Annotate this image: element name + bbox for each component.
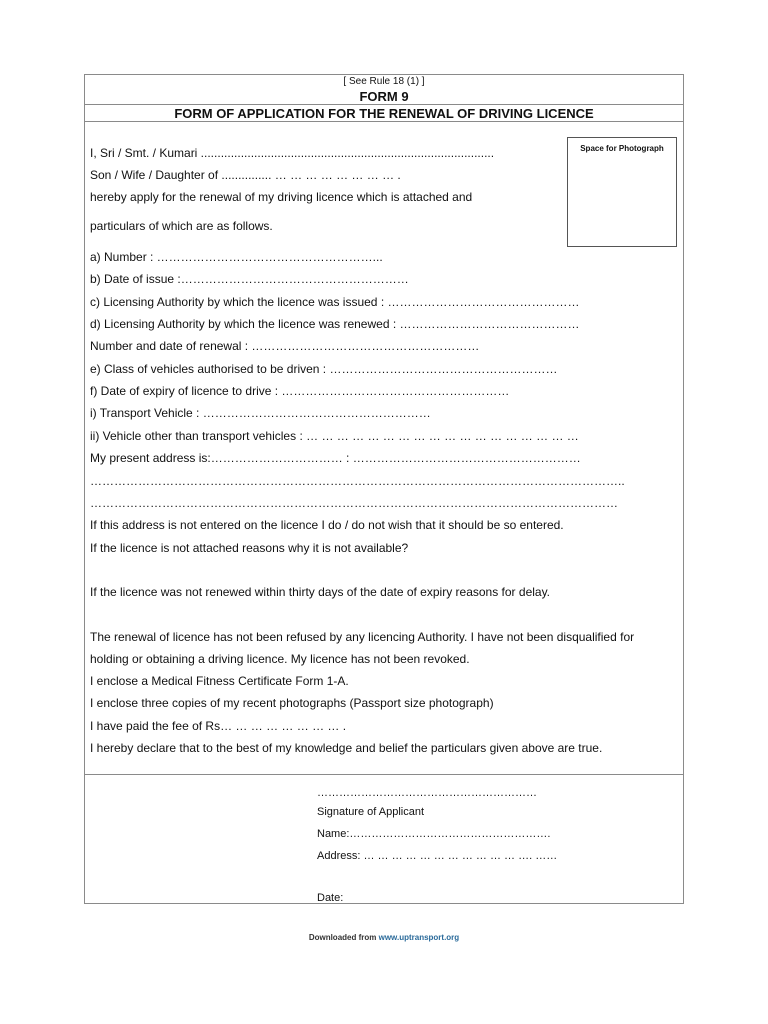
transport-vehicle-line: i) Transport Vehicle : ………………………………………………… <box>90 406 431 420</box>
signature-address-line: Address: … … … … … … … … … … … …. …… <box>317 850 558 862</box>
renewing-authority-line: d) Licensing Authority by which the licence was renewed : ……………………………………… <box>90 317 580 331</box>
non-transport-vehicle-line: ii) Vehicle other than transport vehicles : … … … … … … … … … … … … … … … … … … <box>90 429 579 443</box>
header-divider <box>84 104 684 105</box>
apply-statement: hereby apply for the renewal of my driving licence which is attached and <box>90 190 473 204</box>
form-number: FORM 9 <box>359 89 409 104</box>
download-source-link[interactable]: www.uptransport.org <box>378 933 460 942</box>
signature-label: Signature of Applicant <box>317 806 425 818</box>
expiry-date-line: f) Date of expiry of licence to drive : ………………………………………………… <box>90 384 510 398</box>
signature-name-line: Name:………………………………………………. <box>317 828 551 840</box>
signature-date-line: Date: <box>317 892 344 904</box>
address-entry-statement: If this address is not entered on the licence I do / do not wish that it should be so entered. <box>90 518 564 532</box>
photo-box-label: Space for Photograph <box>580 144 664 153</box>
form-title: FORM OF APPLICATION FOR THE RENEWAL OF DRIVING LICENCE <box>174 106 594 121</box>
title-divider <box>84 121 684 122</box>
licence-not-attached-question: If the licence is not attached reasons why it is not available? <box>90 541 409 555</box>
date-of-issue-line: b) Date of issue :………………………………………………… <box>90 272 409 286</box>
download-source-note <box>84 933 684 943</box>
address-continuation-1: …………………………………………………………………………………………………………………….. <box>90 474 625 488</box>
renewal-number-date-line: Number and date of renewal : ………………………………………………… <box>90 339 480 353</box>
medical-certificate-line: I enclose a Medical Fitness Certificate Form 1-A. <box>90 674 349 688</box>
signature-dots: …………………………………………………… <box>317 787 537 799</box>
delay-reason-question: If the licence was not renewed within thirty days of the date of expiry reasons for delay. <box>90 585 551 599</box>
photographs-line: I enclose three copies of my recent photographs (Passport size photograph) <box>90 696 494 710</box>
address-continuation-2: …………………………………………………………………………………………………………………… <box>90 496 618 510</box>
photo-box <box>567 137 677 247</box>
relation-line: Son / Wife / Daughter of ............... … … … … … … … … . <box>90 168 401 182</box>
rule-reference: [ See Rule 18 (1) ] <box>343 76 425 87</box>
not-refused-declaration-2: holding or obtaining a driving licence. My licence has not been revoked. <box>90 652 470 666</box>
particulars-intro: particulars of which are as follows. <box>90 219 273 233</box>
not-refused-declaration-1: The renewal of licence has not been refused by any licencing Authority. I have not been disqualified for <box>90 630 635 644</box>
fee-line: I have paid the fee of Rs… … … … … … … … . <box>90 719 347 733</box>
present-address-line: My present address is:…………………………… : ………………………………………………… <box>90 451 581 465</box>
signature-divider <box>84 774 684 775</box>
download-source-prefix: Downloaded from <box>308 933 379 942</box>
issuing-authority-line: c) Licensing Authority by which the licence was issued : ………………………………………… <box>90 295 580 309</box>
final-declaration: I hereby declare that to the best of my knowledge and belief the particulars given above are true. <box>90 741 603 755</box>
vehicle-class-line: e) Class of vehicles authorised to be driven : ………………………………………………… <box>90 362 558 376</box>
licence-number-line: a) Number : ………………………………………………... <box>90 250 383 264</box>
applicant-name-line: I, Sri / Smt. / Kumari ........................................................................................ <box>90 146 495 160</box>
